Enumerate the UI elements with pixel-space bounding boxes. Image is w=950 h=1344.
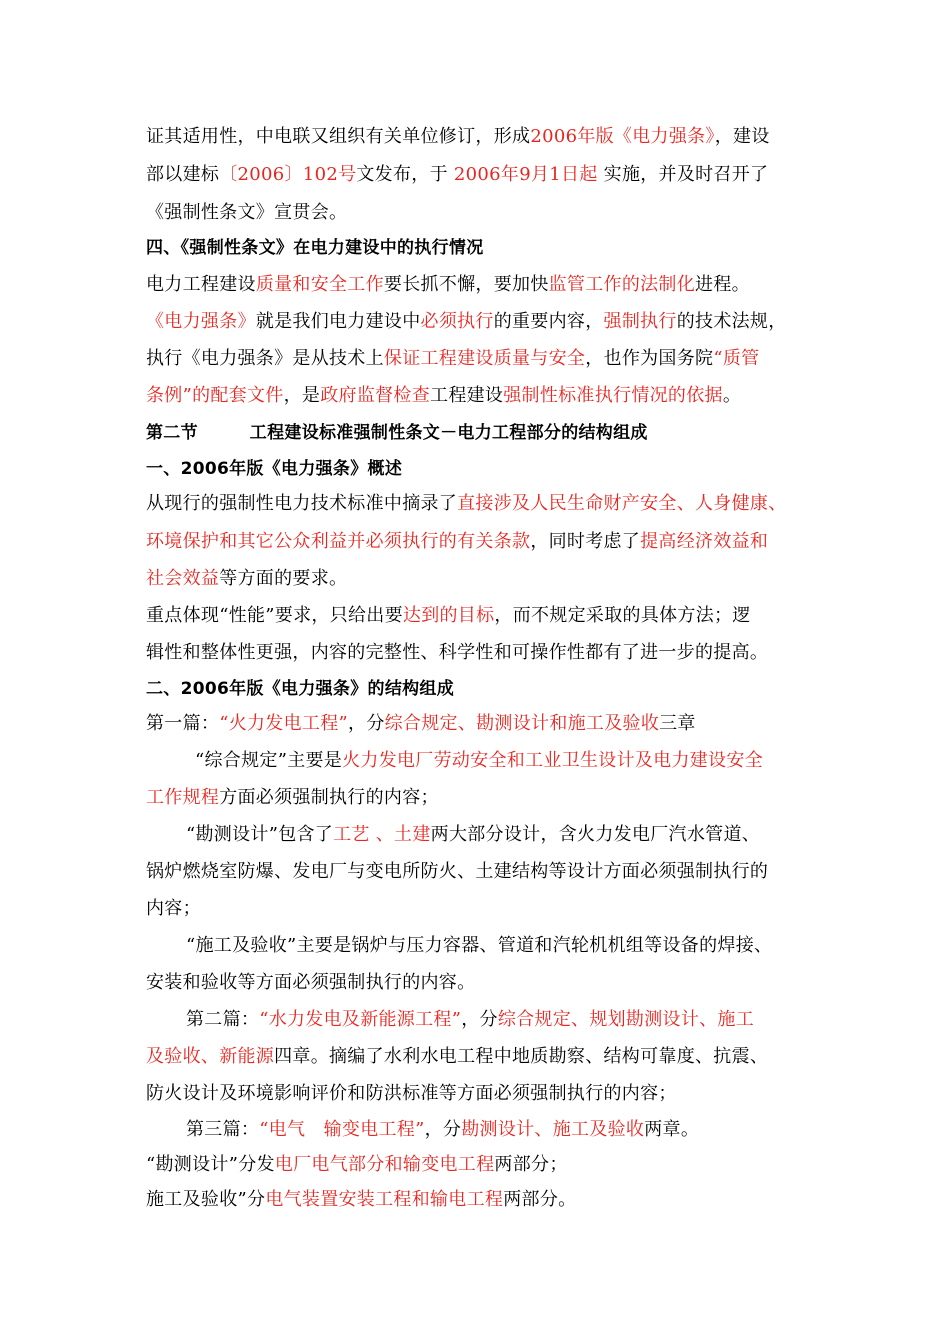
body-text: 辑性和整体性更强，内容的完整性、科学性和可操作性都有了进一步的提高。 <box>146 642 769 663</box>
emphasis-text: 必须执行 <box>420 311 494 332</box>
body-text: “综合规定”主要是 <box>195 750 343 771</box>
paragraph-line <box>146 384 741 408</box>
paragraph-line <box>146 273 750 297</box>
body-text: 第三篇： <box>186 1119 260 1140</box>
paragraph-line <box>146 897 201 921</box>
body-text: ，建设 <box>714 126 770 147</box>
body-text: “施工及验收”主要是锅炉与压力容器、管道和汽轮机机组等设备的焊接、 <box>186 935 773 956</box>
body-text: 就是我们电力建设中 <box>255 311 421 332</box>
emphasis-text: 火力发电厂劳动安全和工业卫生设计及电力建设安全 <box>342 750 764 771</box>
body-text: 第二篇： <box>186 1009 260 1030</box>
body-text: 要长抓不懈，要加快 <box>383 274 549 295</box>
paragraph-line <box>146 604 751 628</box>
body-text: 的技术法规， <box>676 311 787 332</box>
body-text: 两大部分设计，含火力发电厂汽水管道、 <box>430 824 761 845</box>
emphasis-text: 达到的目标 <box>402 605 495 626</box>
paragraph-line <box>146 712 696 736</box>
paragraph-line <box>146 860 768 884</box>
emphasis-text: 强制执行 <box>603 311 677 332</box>
body-text: 进程。 <box>695 274 750 295</box>
body-text: ，同时考虑了 <box>530 531 641 552</box>
body-text: ，分 <box>461 1009 498 1030</box>
emphasis-text: 工艺 、土建 <box>333 824 431 845</box>
paragraph-line <box>195 749 763 773</box>
body-text: 四章。摘编了水利水电工程中地质勘察、结构可靠度、抗震、 <box>274 1046 769 1067</box>
body-text: 重点体现“性能”要求，只给出要 <box>146 605 403 626</box>
emphasis-text: 保证工程建设质量与安全 <box>383 348 586 369</box>
body-text: 《强制性条文》宣贯会。 <box>146 202 348 223</box>
body-text: 两部分； <box>494 1154 568 1175</box>
section-heading <box>146 457 402 481</box>
emphasis-text: 综合规定、规划勘测设计、施工 <box>497 1009 755 1030</box>
body-text: 从现行的强制性电力技术标准中摘录了 <box>146 493 458 514</box>
emphasis-text: 监管工作的法制化 <box>548 274 696 295</box>
emphasis-text: “电气 输变电工程” <box>259 1119 425 1140</box>
emphasis-text: 综合规定、勘测设计和施工及验收 <box>384 713 660 734</box>
body-text: ，而不规定采取的具体方法；逻 <box>494 605 751 626</box>
section-heading <box>146 421 648 445</box>
body-text: 等方面的要求。 <box>219 568 348 589</box>
emphasis-text: “水力发电及新能源工程” <box>259 1009 462 1030</box>
emphasis-text: 环境保护和其它公众利益并必须执行的有关条款 <box>146 531 531 552</box>
paragraph-line <box>146 1188 576 1212</box>
body-text: 两部分。 <box>503 1189 577 1210</box>
body-text: 施工及验收”分 <box>146 1189 266 1210</box>
paragraph-line <box>146 641 768 665</box>
emphasis-text: 政府监督检查 <box>320 385 431 406</box>
paragraph-line <box>146 567 347 591</box>
body-text: 防火设计及环境影响评价和防洪标准等方面必须强制执行的内容； <box>146 1083 677 1104</box>
emphasis-text: 2006年9月1日起 <box>453 164 598 185</box>
paragraph-line <box>146 786 439 810</box>
paragraph-line <box>146 125 770 149</box>
body-text: 。 <box>722 385 742 406</box>
body-text: 部以建标 <box>146 164 220 185</box>
emphasis-text: 强制性标准执行情况的依据 <box>503 385 723 406</box>
paragraph-line <box>146 971 475 995</box>
body-text: “勘测设计”分发 <box>146 1154 275 1175</box>
emphasis-text: 电厂电气部分和输变电工程 <box>274 1154 495 1175</box>
body-text: 二、2006年版《电力强条》的结构组成 <box>146 679 455 699</box>
emphasis-text: “火力发电工程” <box>219 713 349 734</box>
body-text: 的重要内容， <box>493 311 604 332</box>
body-text: 执行《电力强条》是从技术上 <box>146 348 384 369</box>
paragraph-line <box>146 1153 568 1177</box>
body-text: 三章 <box>659 713 696 734</box>
emphasis-text: 勘测设计、施工及验收 <box>461 1119 645 1140</box>
emphasis-text: 及验收、新能源 <box>146 1046 275 1067</box>
emphasis-text: 工作规程 <box>146 787 220 808</box>
body-text: ，分 <box>424 1119 462 1140</box>
paragraph-line <box>146 163 768 187</box>
emphasis-text: 《电力强条》 <box>146 311 256 332</box>
paragraph-line <box>186 823 760 847</box>
paragraph-line <box>186 1008 754 1032</box>
body-text: 第一篇： <box>146 713 220 734</box>
body-text: 两章。 <box>644 1119 700 1140</box>
section-heading <box>146 236 484 260</box>
body-text: 文发布，于 <box>356 164 454 185</box>
body-text: 锅炉燃烧室防爆、发电厂与变电所防火、土建结构等设计方面必须强制执行的 <box>146 861 769 882</box>
body-text: 安装和验收等方面必须强制执行的内容。 <box>146 972 476 993</box>
paragraph-line <box>146 310 787 334</box>
body-text: 电力工程建设 <box>146 274 256 295</box>
body-text: 第二节 工程建设标准强制性条文－电力工程部分的结构组成 <box>146 423 648 443</box>
emphasis-text: “质管 <box>713 348 760 369</box>
body-text: 工程建设 <box>430 385 504 406</box>
emphasis-text: 直接涉及人民生命财产安全、人身健康、 <box>457 493 787 514</box>
paragraph-line <box>146 492 787 516</box>
body-text: 内容； <box>146 898 201 919</box>
body-text: 实施，并及时召开了 <box>597 164 769 185</box>
section-heading <box>146 677 454 701</box>
body-text: 方面必须强制执行的内容； <box>219 787 439 808</box>
paragraph-line <box>146 1045 768 1069</box>
emphasis-text: 质量和安全工作 <box>255 274 384 295</box>
paragraph-line <box>146 530 768 554</box>
body-text: 一、2006年版《电力强条》概述 <box>146 459 403 479</box>
body-text: ，也作为国务院 <box>585 348 714 369</box>
emphasis-text: 条例”的配套文件 <box>146 385 284 406</box>
paragraph-line <box>146 1082 677 1106</box>
body-text: ，是 <box>283 385 321 406</box>
paragraph-line <box>146 201 347 225</box>
emphasis-text: 〔2006〕102号 <box>219 164 357 185</box>
body-text: “勘测设计”包含了 <box>186 824 334 845</box>
paragraph-line <box>146 347 759 371</box>
emphasis-text: 提高经济效益和 <box>640 531 769 552</box>
emphasis-text: 2006年版《电力强条》 <box>530 126 715 147</box>
emphasis-text: 电气装置安装工程和输电工程 <box>265 1189 504 1210</box>
body-text: ，分 <box>348 713 385 734</box>
emphasis-text: 社会效益 <box>146 568 220 589</box>
paragraph-line <box>186 1118 699 1142</box>
body-text: 证其适用性，中电联又组织有关单位修订，形成 <box>146 126 531 147</box>
paragraph-line <box>186 934 772 958</box>
body-text: 四、《强制性条文》在电力建设中的执行情况 <box>146 238 484 258</box>
